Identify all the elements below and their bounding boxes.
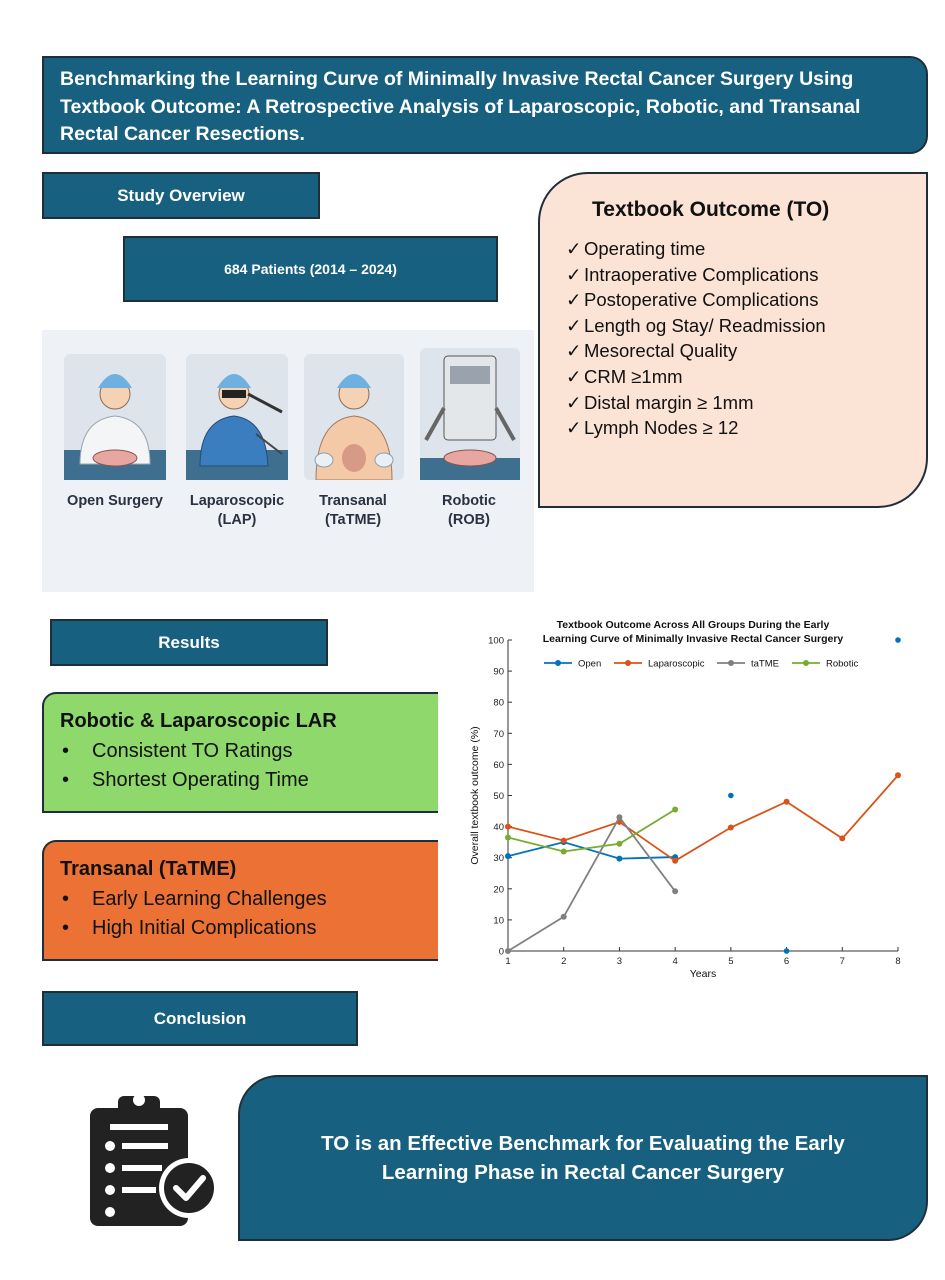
data-point-laparoscopic (784, 799, 790, 805)
to-item (566, 390, 912, 416)
checkmark-icon: ✓ (566, 238, 582, 259)
open-surgeon-icon (64, 354, 166, 480)
bullet-text: Consistent TO Ratings (92, 740, 293, 762)
bullet-text: Early Learning Challenges (92, 888, 327, 910)
textbook-outcome-box (538, 172, 928, 508)
to-item-label: Lymph Nodes ≥ 12 (584, 417, 739, 439)
legend-label-laparoscopic: Laparoscopic (648, 658, 705, 670)
data-point-open (728, 793, 734, 799)
y-tick-label: 20 (493, 884, 504, 896)
to-item-label: CRM ≥1mm (584, 365, 683, 387)
textbook-outcome-list (566, 236, 912, 441)
legend-marker-robotic (803, 660, 809, 666)
list-item (60, 766, 438, 795)
x-tick-label: 2 (561, 956, 567, 967)
y-tick-label: 0 (498, 946, 504, 958)
to-item-label: Operating time (584, 238, 706, 259)
x-tick-label: 5 (728, 956, 734, 967)
checkmark-icon: ✓ (566, 340, 582, 362)
to-item (566, 313, 912, 339)
laparoscopic-surgeon-icon (186, 354, 288, 480)
x-tick-label: 8 (895, 956, 901, 967)
data-point-laparoscopic (728, 825, 734, 831)
checkmark-icon: ✓ (566, 365, 582, 387)
patients-count-box: 684 Patients (2014 – 2024) (123, 236, 498, 302)
bullet-icon: • (62, 917, 70, 939)
laparoscopic-card (186, 354, 288, 480)
data-point-laparoscopic (505, 824, 511, 830)
to-item-label: Mesorectal Quality (584, 340, 738, 362)
y-tick-label: 10 (493, 915, 504, 927)
robotic-laparoscopic-heading: Robotic & Laparoscopic LAR (60, 710, 337, 732)
approach-label-laparoscopic: Laparoscopic (LAP) (189, 493, 285, 528)
data-point-laparoscopic (672, 858, 678, 864)
checkmark-icon: ✓ (566, 263, 582, 285)
data-point-robotic (505, 834, 511, 840)
x-axis-label: Years (689, 968, 717, 980)
legend-marker-laparoscopic (625, 660, 631, 666)
approach-label-open: Open Surgery (67, 493, 163, 509)
data-point-tatme (561, 914, 567, 920)
list-item (60, 885, 438, 914)
y-tick-label: 100 (488, 635, 504, 647)
tatme-result-box (42, 840, 438, 961)
bullet-icon: • (62, 888, 70, 910)
checkmark-icon: ✓ (566, 314, 582, 336)
to-item (566, 287, 912, 313)
data-point-tatme (616, 814, 622, 820)
y-tick-label: 70 (493, 728, 504, 740)
bullet-text: Shortest Operating Time (92, 769, 309, 791)
data-point-tatme (505, 948, 511, 954)
textbook-outcome-title: Textbook Outcome (TO) (592, 198, 830, 221)
list-item (60, 737, 438, 766)
study-overview-label: Study Overview (42, 172, 320, 219)
clipboard-check-icon (86, 1090, 220, 1230)
legend-label-robotic: Robotic (826, 658, 859, 670)
legend-label-open: Open (578, 658, 602, 670)
to-item-label: Intraoperative Complications (584, 263, 819, 285)
data-point-laparoscopic (895, 772, 901, 778)
transanal-patient-icon (304, 354, 404, 480)
open-surgery-card (64, 354, 166, 480)
to-item (566, 415, 912, 441)
approach-label-robotic: Robotic (ROB) (442, 493, 496, 528)
surgical-robot-icon (420, 348, 520, 480)
data-point-robotic (561, 848, 567, 854)
legend-label-tatme: taTME (751, 658, 779, 670)
robotic-card (420, 348, 520, 480)
results-label: Results (50, 619, 328, 666)
y-tick-label: 80 (493, 697, 504, 709)
legend-marker-open (555, 660, 561, 666)
data-point-robotic (616, 841, 622, 847)
conclusion-label: Conclusion (42, 991, 358, 1046)
y-axis-label: Overall textbook outcome (%) (469, 726, 481, 865)
data-point-open (616, 856, 622, 862)
approach-label-transanal: Transanal (TaTME) (319, 493, 387, 528)
x-tick-label: 3 (616, 956, 623, 967)
checkmark-icon: ✓ (566, 391, 582, 413)
y-tick-label: 30 (493, 853, 504, 865)
tatme-heading: Transanal (TaTME) (60, 858, 237, 880)
to-item-label: Distal margin ≥ 1mm (584, 391, 754, 413)
poster-title: Benchmarking the Learning Curve of Minimally Invasive Rectal Cancer Surgery Using Textbook Outcome: A Retrospective Analysis of Laparoscopic, Robotic, and Transanal Rectal Cancer Resections. (42, 56, 928, 154)
y-tick-label: 40 (493, 822, 504, 834)
robotic-laparoscopic-result-box (42, 692, 438, 813)
checkmark-icon: ✓ (566, 289, 582, 311)
to-item (566, 364, 912, 390)
to-item (566, 236, 912, 262)
bullet-icon: • (62, 740, 70, 762)
data-point-open (784, 948, 790, 954)
data-point-robotic (672, 806, 678, 812)
legend-marker-tatme (728, 660, 734, 666)
to-item-label: Postoperative Complications (584, 289, 819, 311)
list-item (60, 914, 438, 943)
data-point-tatme (672, 888, 678, 894)
data-point-open (505, 853, 511, 859)
textbook-outcome-chart (462, 612, 912, 992)
conclusion-box: TO is an Effective Benchmark for Evaluating the Early Learning Phase in Rectal Cancer Surgery (238, 1075, 928, 1241)
data-point-laparoscopic (839, 835, 845, 841)
to-item (566, 262, 912, 288)
surgical-approaches-illustration (42, 330, 534, 592)
x-tick-label: 4 (672, 956, 678, 967)
y-tick-label: 90 (493, 666, 504, 678)
data-point-laparoscopic (561, 838, 567, 844)
x-tick-label: 1 (505, 956, 511, 967)
x-tick-label: 6 (783, 956, 790, 967)
bullet-text: High Initial Complications (92, 917, 317, 939)
chart-title: Learning Curve of Minimally Invasive Rectal Cancer Surgery (542, 633, 844, 645)
x-tick-label: 7 (839, 956, 845, 967)
transanal-card (304, 354, 404, 480)
to-item (566, 338, 912, 364)
data-point-open (895, 637, 901, 643)
chart-title: Textbook Outcome Across All Groups During the Early (556, 619, 830, 631)
series-line-laparoscopic (508, 775, 898, 861)
to-item-label: Length og Stay/ Readmission (584, 314, 826, 336)
y-tick-label: 60 (493, 759, 504, 771)
y-tick-label: 50 (493, 791, 504, 802)
bullet-icon: • (62, 769, 70, 791)
series-line-tatme (508, 817, 675, 951)
checkmark-icon: ✓ (566, 417, 582, 439)
